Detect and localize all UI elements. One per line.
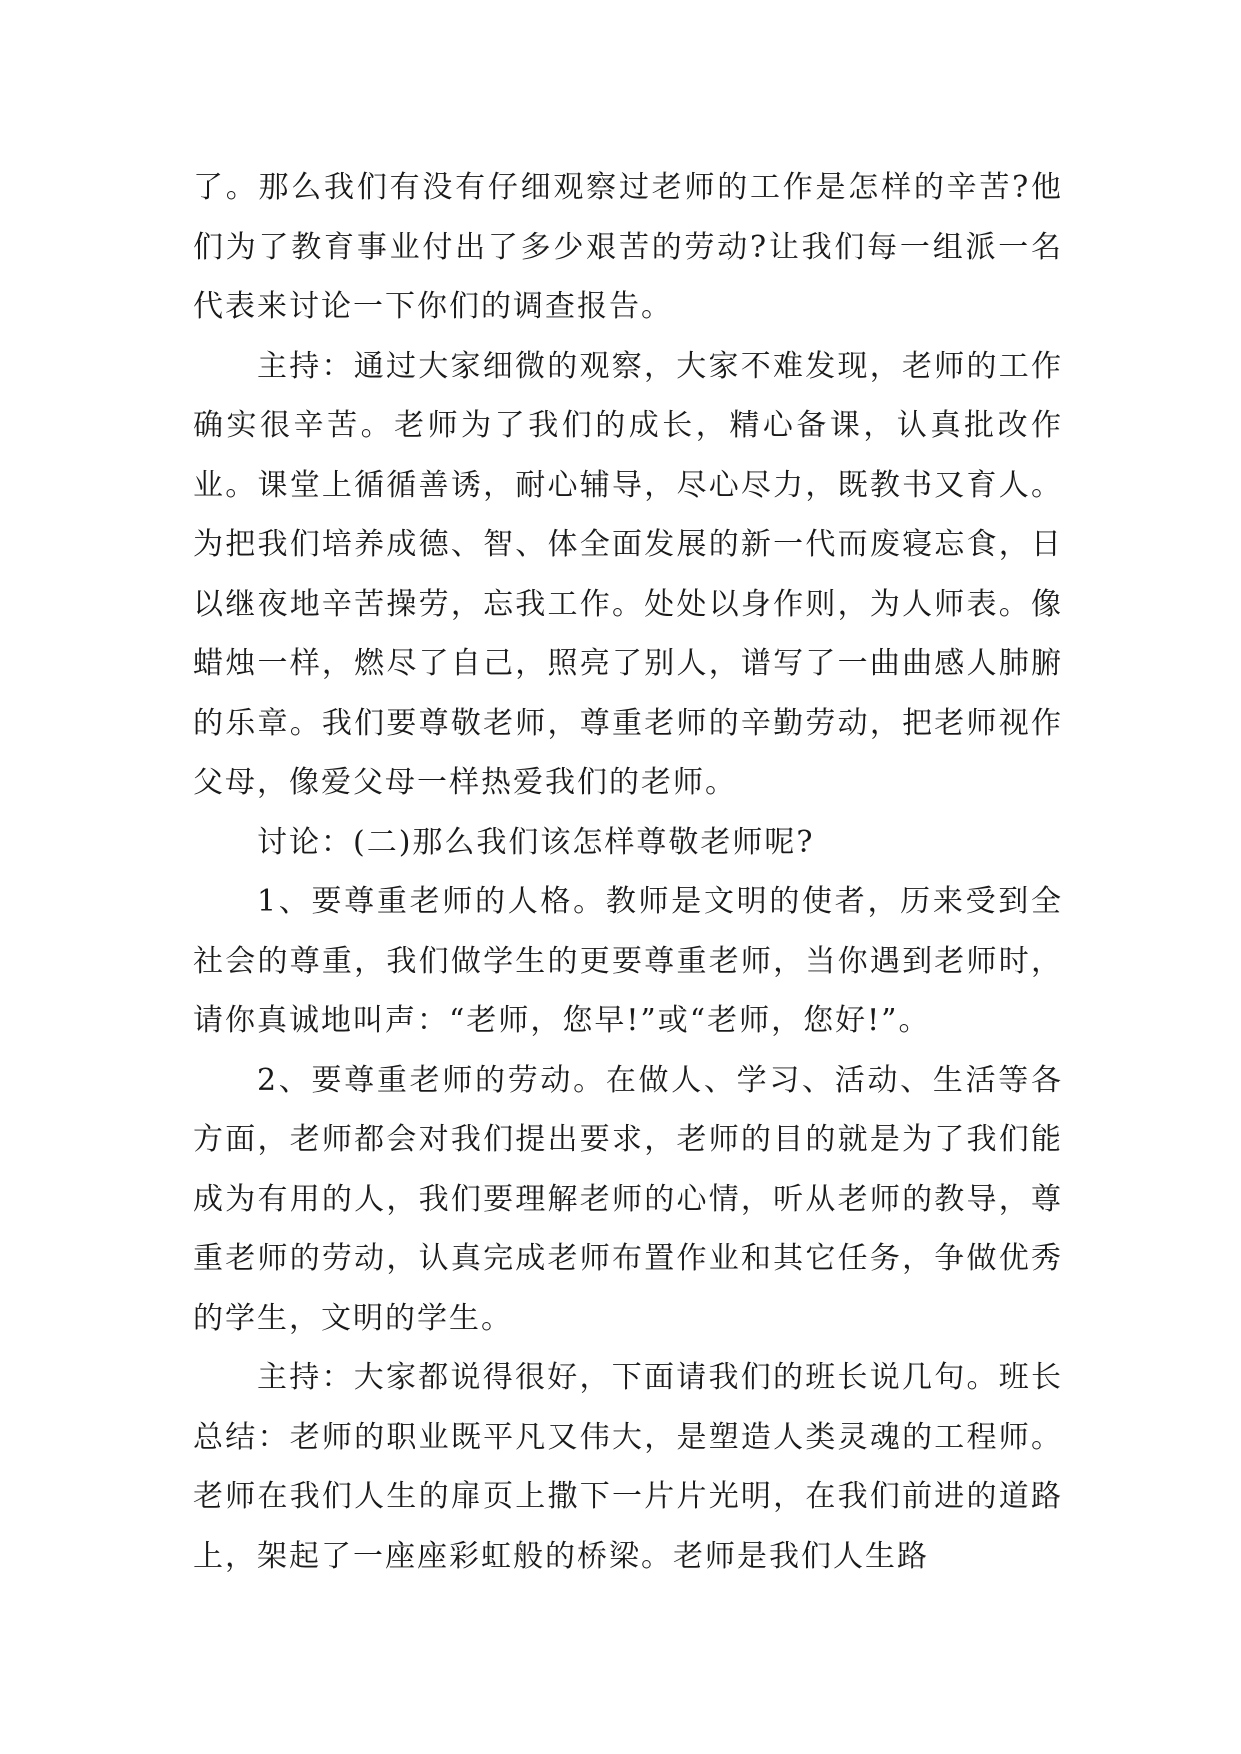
paragraph-6: 主持：大家都说得很好，下面请我们的班长说几句。班长总结：老师的职业既平凡又伟大，是塑造人类灵魂的工程师。老师在我们人生的扉页上撒下一片片光明，在我们前进的道路上，架起了一座座彩虹般的桥梁。老师是我们人生路	[193, 1360, 1063, 1574]
paragraph-5: 2、要尊重老师的劳动。在做人、学习、活动、生活等各方面，老师都会对我们提出要求，老师的目的就是为了我们能成为有用的人，我们要理解老师的心情，听从老师的教导，尊重老师的劳动，认真完成老师布置作业和其它任务，争做优秀的学生，文明的学生。	[193, 1062, 1063, 1336]
document-body	[193, 158, 1063, 1586]
paragraph-1: 了。那么我们有没有仔细观察过老师的工作是怎样的辛苦?他们为了教育事业付出了多少艰苦的劳动?让我们每一组派一名代表来讨论一下你们的调查报告。	[193, 170, 1063, 324]
paragraph-3: 讨论：(二)那么我们该怎样尊敬老师呢?	[257, 824, 815, 860]
paragraph-2: 主持：通过大家细微的观察，大家不难发现，老师的工作确实很辛苦。老师为了我们的成长，精心备课，认真批改作业。课堂上循循善诱，耐心辅导，尽心尽力，既教书又育人。为把我们培养成德、智、体全面发展的新一代而废寝忘食，日以继夜地辛苦操劳，忘我工作。处处以身作则，为人师表。像蜡烛一样，燃尽了自己，照亮了别人，谱写了一曲曲感人肺腑的乐章。我们要尊敬老师，尊重老师的辛勤劳动，把老师视作父母，像爱父母一样热爱我们的老师。	[193, 348, 1063, 800]
paragraph-4: 1、要尊重老师的人格。教师是文明的使者，历来受到全社会的尊重，我们做学生的更要尊重老师，当你遇到老师时，请你真诚地叫声：“老师，您早!”或“老师，您好!”。	[193, 884, 1063, 1038]
